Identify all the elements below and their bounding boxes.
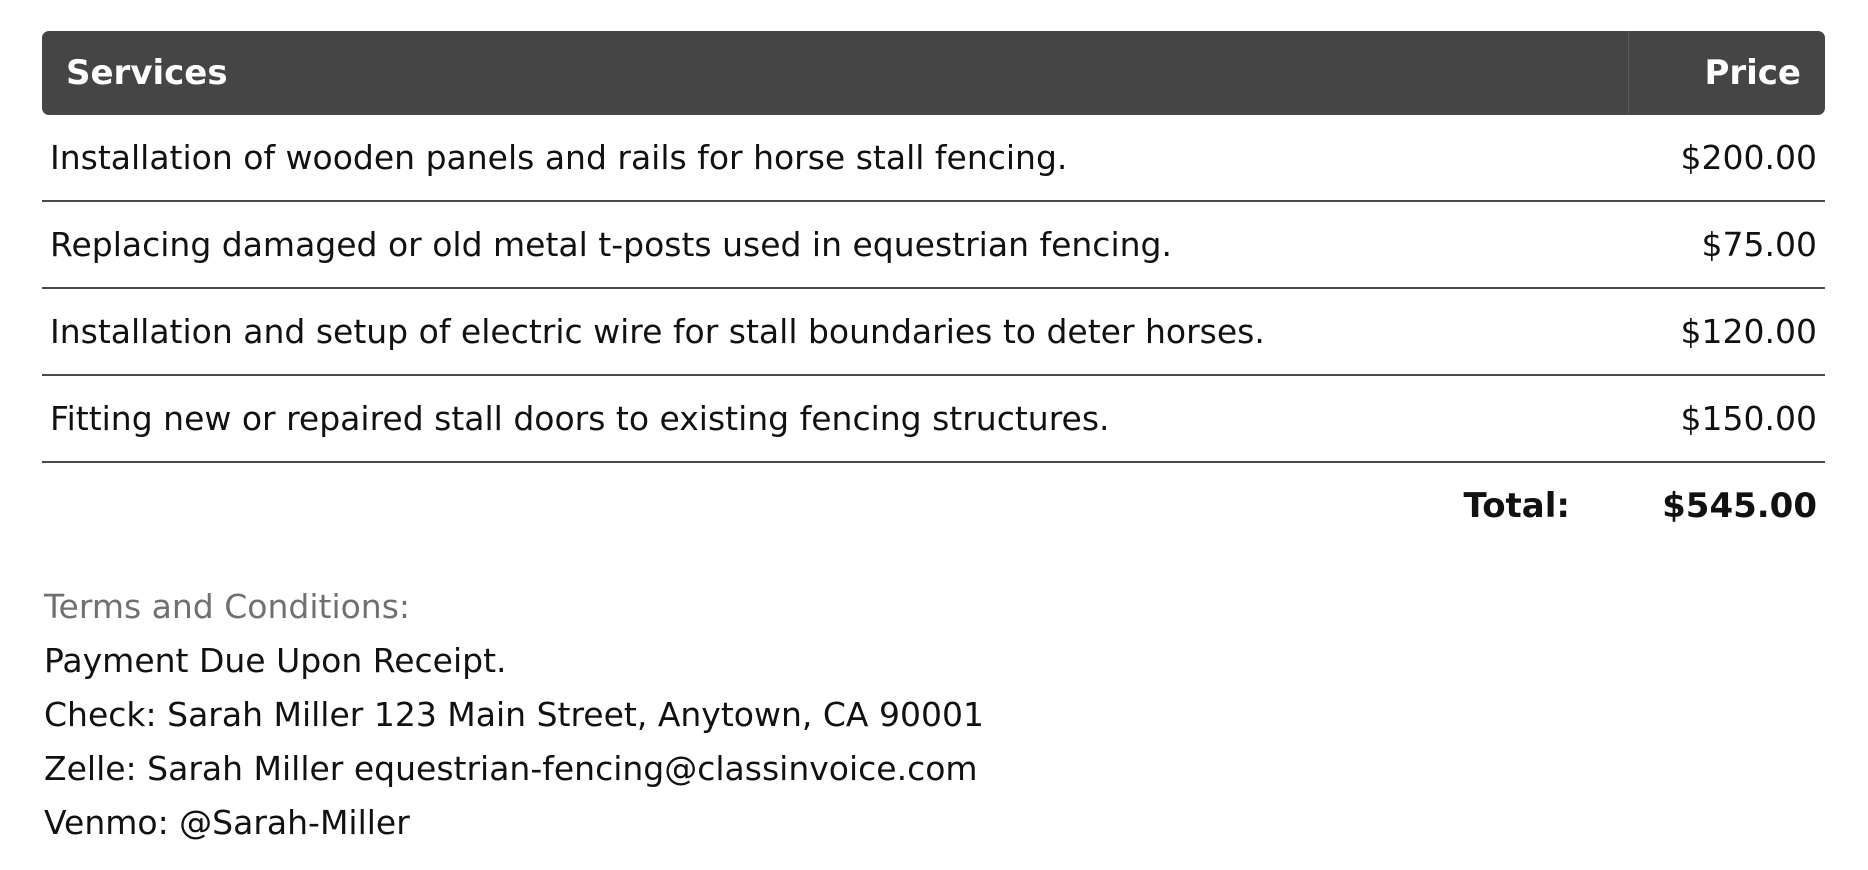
service-price: $150.00 (1628, 376, 1825, 463)
terms-title: Terms and Conditions: (44, 587, 411, 626)
table-row (42, 202, 1825, 289)
table-header (42, 31, 1825, 115)
service-description: Installation of wooden panels and rails for horse stall fencing. (42, 115, 1628, 202)
table-row (42, 115, 1825, 202)
service-description: Fitting new or repaired stall doors to existing fencing structures. (42, 376, 1628, 463)
total-value: $545.00 (1662, 486, 1817, 526)
invoice-services-section (42, 31, 1825, 549)
service-price: $200.00 (1628, 115, 1825, 202)
service-price: $120.00 (1628, 289, 1825, 376)
table-row (42, 376, 1825, 463)
payment-terms-line: Payment Due Upon Receipt. (44, 641, 507, 680)
services-table (42, 31, 1825, 549)
service-description: Replacing damaged or old metal t-posts used in equestrian fencing. (42, 202, 1628, 289)
service-price: $75.00 (1628, 202, 1825, 289)
terms-and-conditions (44, 580, 984, 850)
check-payment-line: Check: Sarah Miller 123 Main Street, Anytown, CA 90001 (44, 695, 984, 734)
zelle-payment-line: Zelle: Sarah Miller equestrian-fencing@classinvoice.com (44, 749, 978, 788)
venmo-payment-line: Venmo: @Sarah-Miller (44, 803, 410, 842)
header-row (42, 31, 1825, 115)
services-column-header: Services (42, 31, 1628, 115)
price-column-header: Price (1628, 31, 1825, 115)
service-description: Installation and setup of electric wire for stall boundaries to deter horses. (42, 289, 1628, 376)
total-label: Total: (1463, 486, 1570, 526)
table-body (42, 115, 1825, 549)
table-row (42, 289, 1825, 376)
total-row (42, 463, 1825, 549)
